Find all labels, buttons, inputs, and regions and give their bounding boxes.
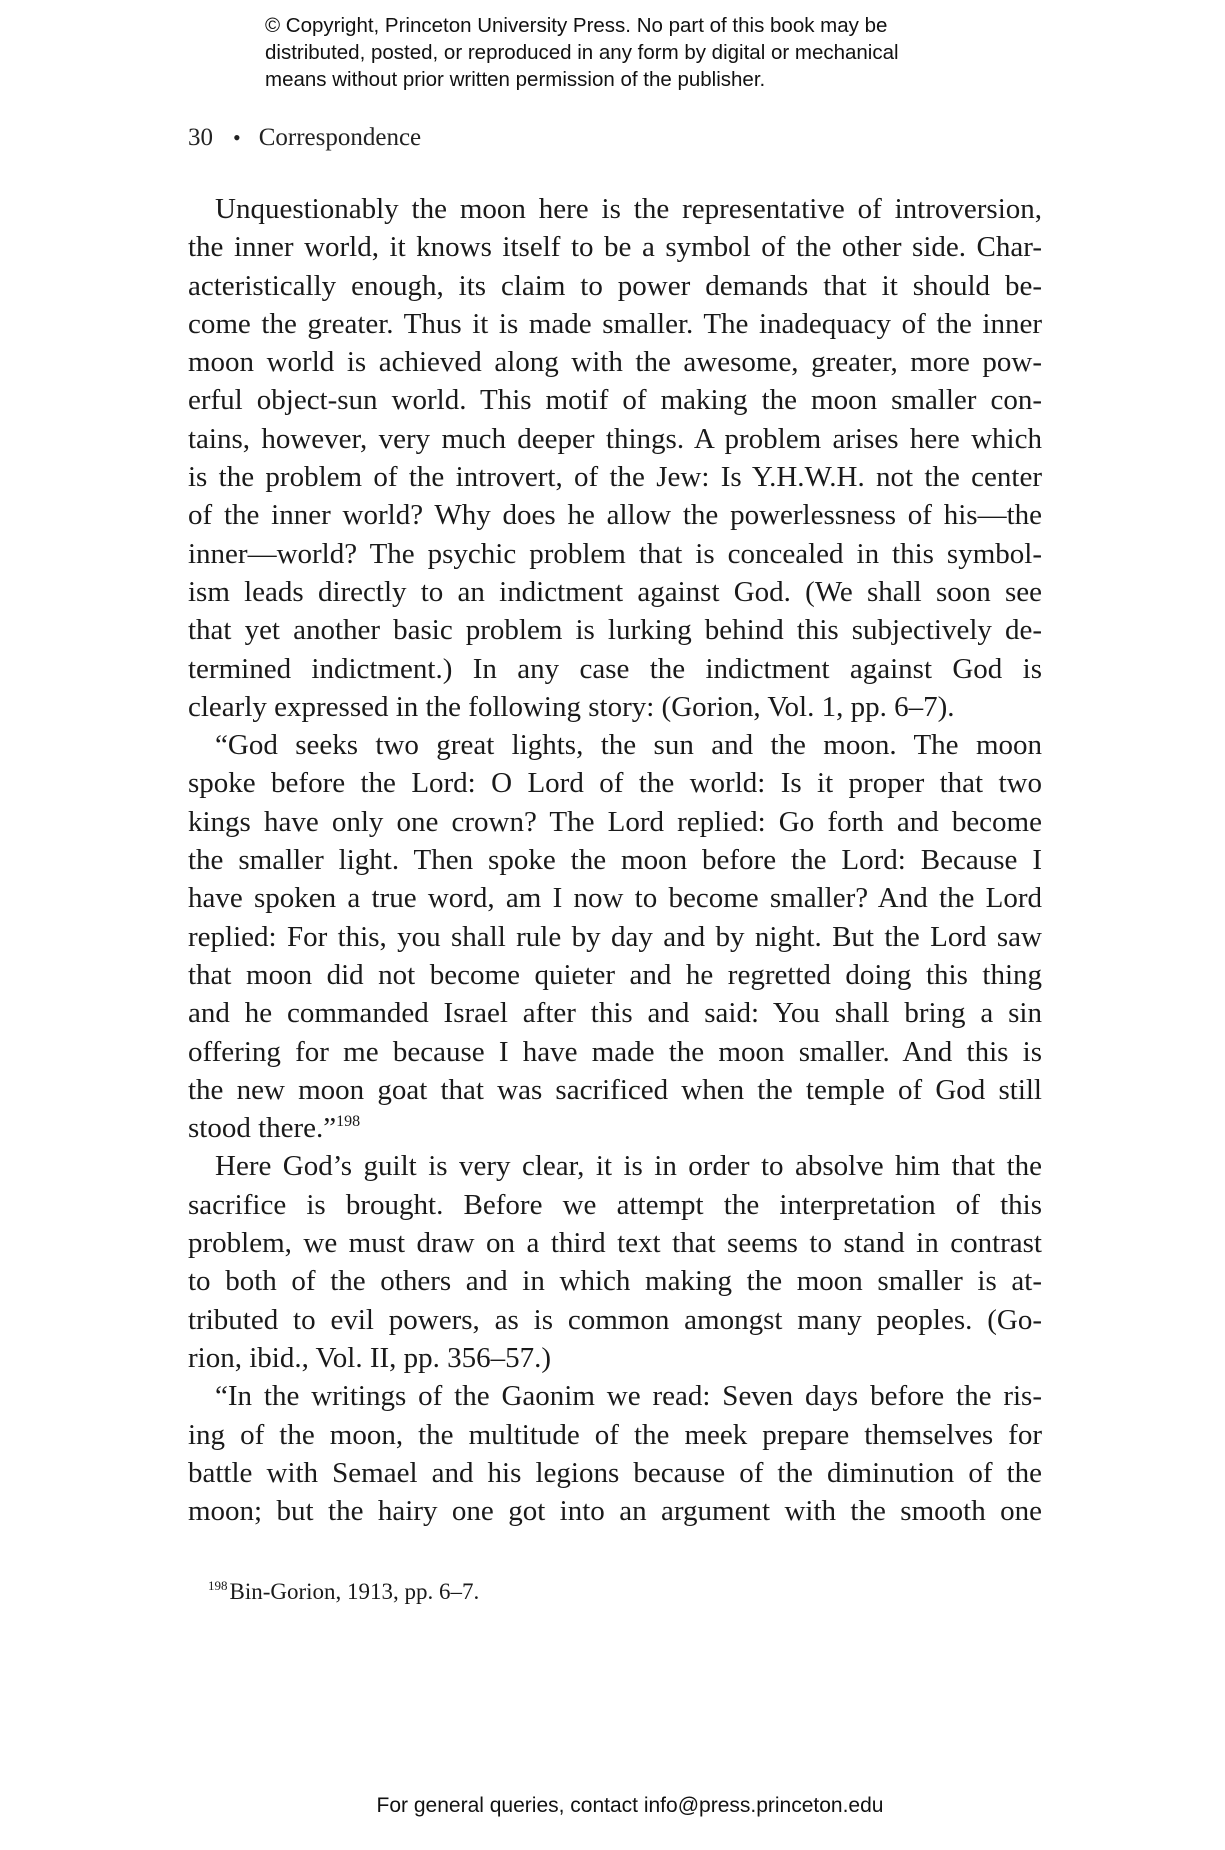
footnote-number: 198 <box>208 1578 228 1593</box>
copyright-line: © Copyright, Princeton University Press. No part of this book may be <box>265 14 888 37</box>
text-line: inner—world? The psychic problem that is concealed in this symbol- <box>188 537 1042 570</box>
text-line <box>188 1109 1042 1147</box>
footnote-text: Bin-Gorion, 1913, pp. 6–7. <box>229 1579 480 1604</box>
text-line: ism leads directly to an indictment against God. (We shall soon see <box>188 575 1042 608</box>
text-line: tributed to evil powers, as is common amongst many peoples. (Go- <box>188 1303 1042 1336</box>
bullet-separator: • <box>233 125 241 150</box>
running-head <box>188 124 421 152</box>
text-line: sacrifice is brought. Before we attempt the interpretation of this <box>188 1188 1042 1221</box>
text-line: Unquestionably the moon here is the representative of introversion, <box>215 193 1042 225</box>
copyright-line: distributed, posted, or reproduced in any form by digital or mechanical <box>265 41 899 64</box>
text-line: offering for me because I have made the moon smaller. And this is <box>188 1035 1042 1068</box>
footer-contact: For general queries, contact info@press.princeton.edu <box>376 1794 884 1817</box>
text-line: replied: For this, you shall rule by day and by night. But the Lord saw <box>188 920 1042 953</box>
text-line: the smaller light. Then spoke the moon before the Lord: Because I <box>188 844 1042 877</box>
text-line: clearly expressed in the following story: (Gorion, Vol. 1, pp. 6–7). <box>188 690 955 723</box>
text-line: Here God’s guilt is very clear, it is in order to absolve him that the <box>215 1150 1042 1183</box>
text-line: problem, we must draw on a third text that seems to stand in contrast <box>188 1227 1042 1260</box>
text-line: acteristically enough, its claim to power demands that it should be- <box>188 269 1042 302</box>
text-line-content: stood there.” <box>188 1112 337 1145</box>
text-line: that moon did not become quieter and he regretted doing this thing <box>188 958 1042 991</box>
text-line: is the problem of the introvert, of the Jew: Is Y.H.W.H. not the center <box>188 461 1042 494</box>
page-number: 30 <box>188 124 213 151</box>
text-line: to both of the others and in which making the moon smaller is at- <box>188 1265 1042 1298</box>
text-line: moon world is achieved along with the awesome, greater, more pow- <box>188 346 1042 379</box>
text-line: erful object-sun world. This motif of making the moon smaller con- <box>188 384 1042 417</box>
footnote-reference[interactable]: 198 <box>336 1113 361 1131</box>
text-line: “In the writings of the Gaonim we read: Seven days before the ris- <box>215 1380 1042 1413</box>
text-line: of the inner world? Why does he allow the powerlessness of his—the <box>188 499 1042 532</box>
text-line: and he commanded Israel after this and said: You shall bring a sin <box>188 997 1042 1030</box>
text-line: ing of the moon, the multitude of the meek prepare themselves for <box>188 1418 1042 1451</box>
text-line: the inner world, it knows itself to be a symbol of the other side. Char- <box>188 231 1042 264</box>
copyright-line: means without prior written permission of the publisher. <box>265 68 766 91</box>
section-title: Correspondence <box>258 124 422 151</box>
text-line: moon; but the hairy one got into an argument with the smooth one <box>188 1495 1042 1528</box>
footnote <box>208 1578 479 1605</box>
text-line: battle with Semael and his legions because of the diminution of the <box>188 1456 1042 1489</box>
text-line: come the greater. Thus it is made smaller. The inadequacy of the inner <box>188 307 1042 340</box>
page-footer <box>0 1794 1225 1818</box>
text-line: the new moon goat that was sacrificed when the temple of God still <box>188 1073 1042 1106</box>
copyright-notice <box>265 12 985 93</box>
text-line: termined indictment.) In any case the indictment against God is <box>188 652 1042 685</box>
text-line: spoke before the Lord: O Lord of the world: Is it proper that two <box>188 767 1042 800</box>
text-line: have spoken a true word, am I now to become smaller? And the Lord <box>188 882 1042 915</box>
text-line: “God seeks two great lights, the sun and the moon. The moon <box>215 729 1042 762</box>
body-text <box>188 190 1042 1530</box>
text-line: tains, however, very much deeper things. A problem arises here which <box>188 422 1042 455</box>
text-line: rion, ibid., Vol. II, pp. 356–57.) <box>188 1341 552 1374</box>
text-line: kings have only one crown? The Lord replied: Go forth and become <box>188 805 1042 838</box>
text-line: that yet another basic problem is lurking behind this subjectively de- <box>188 614 1042 647</box>
